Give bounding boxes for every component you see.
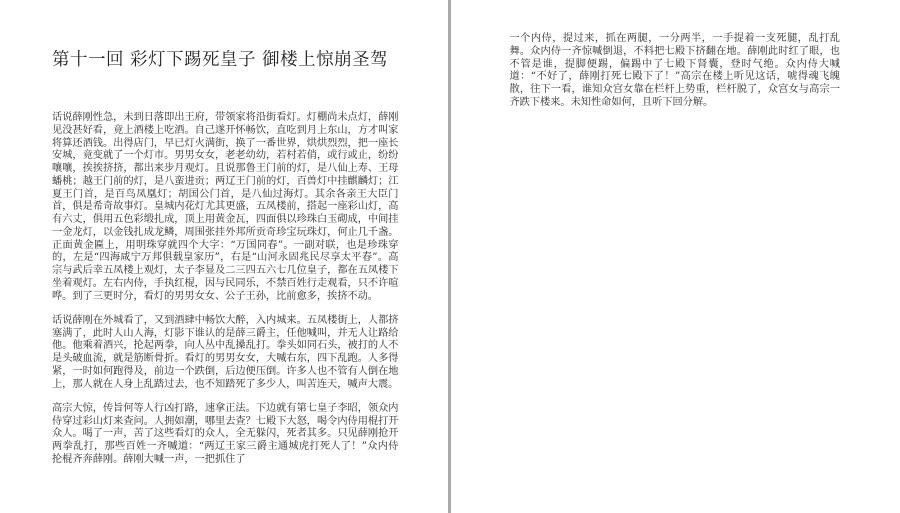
right-page-body: [509, 33, 840, 110]
paragraph: 话说薛刚在外城看了，又到酒肆中畅饮大醉，入内城来。五凤楼街上，人都挤塞满了，此时人山人海，灯影下谁认的是薛三爵主，任他喊叫，并无人让路给他。他乘着酒兴，抡起两拳，向人丛中乱搡乱打。拳头如同石头，被打的人不是头破血流，就是筋断骨折。看灯的男男女女，大喊右东，四下乱跑。人多得紧，一时如何跑得及，前边一个跌倒，后边便压倒。许多人也不管有人倒在地上，那人就在人身上乱踏过去，也不知踏死了多少人，叫苦连天，喊声大震。: [52, 314, 399, 390]
left-page-body: [52, 112, 398, 467]
paragraph: 一个内侍，提过来，抓在两腿，一分两半，一手提着一支死腿，乱打乱舞。众内侍一齐惊喊倒退，不料把七殿下挤翻在地。薛刚此时红了眼，也不管是谁，提脚便踢，偏踢中了七殿下肾囊，登时气绝。众内侍大喊道：“不好了，薛刚打死七殿下了！”高宗在楼上听见这话，唬得魂飞魄散，往下一看，谁知众宫女靠在栏杆上势重，栏杆脱了，众宫女与高宗一齐跌下楼来。未知性命如何，且听下回分解。: [509, 33, 840, 108]
chapter-title: 第十一回 彩灯下踢死皇子 御楼上惊崩圣驾: [52, 50, 389, 70]
left-page: [0, 0, 448, 513]
paragraph: 高宗大惊，传旨何等人行凶打路，速拿正法。下边就有第七皇子李昭，领众内侍穿过彩山灯来查问。人拥如潮，哪里去查？七殿下大怒，喝令内侍用棍打开众人。喝了一声，苦了这些看灯的众人，全无躲闪，死者其多。只见薛刚抢开两拳乱打，那些百姓一齐喊道：“两辽王家三爵主通城虎打死人了！”众内侍抡棍齐奔薛刚。薛刚大喊一声，一把抓住了: [52, 402, 399, 465]
right-page: [451, 0, 900, 513]
paragraph: 话说薛刚性急，未到日落即出王府，带领家将沿街看灯。灯棚尚未点灯，薛刚见没甚好看，竟上酒楼上吃酒。自己遂开怀畅饮，直吃到月上东山，方才叫家将算还酒钱。出得店门，早已灯火满街，换了一番世界，烘烘烈烈，把一座长安城，竟变就了一个灯市。男男女女，老老幼幼，若村若俏，或行或止，纷纷嚷嚷，挨挨挤挤，都出来步月观灯。且说那鲁王门前的灯，是八仙上寿、王母蟠桃；越王门前的灯，是八蛮进贡；两辽王门前的灯，百兽灯中挂麒麟灯；江夏王门首，是百鸟凤凰灯；胡国公门首，是八仙过海灯。其余各亲王大臣门首，俱是希奇故事灯。皇城内花灯尤其更盛，五凤楼前，搭起一座彩山灯，高有六丈，俱用五色彩缎扎成，顶上用黄金瓦，四面俱以珍珠白玉砌成，中间挂一金龙灯，以金钱扎成龙鳞，周围张挂外邦所贡奇珍宝玩珠灯，何止几千盏。正面黄金匾上，用明珠穿就四个大字：“万国同春”。一副对联，也是珍珠穿的，左是“四海咸宁万邦俱载皇家历”，右是“山河永固兆民尽享太平春”。高宗与武后幸五凤楼上观灯，太子李显及二三四五六七几位皇子，都在五凤楼下坐着观灯。左右内侍，手执红棍，因与民同乐，不禁百姓行走观看，只不许喧哗。到了三更时分，看灯的男男女女、公子王孙，比前愈多，挨挤不动。: [52, 112, 399, 302]
